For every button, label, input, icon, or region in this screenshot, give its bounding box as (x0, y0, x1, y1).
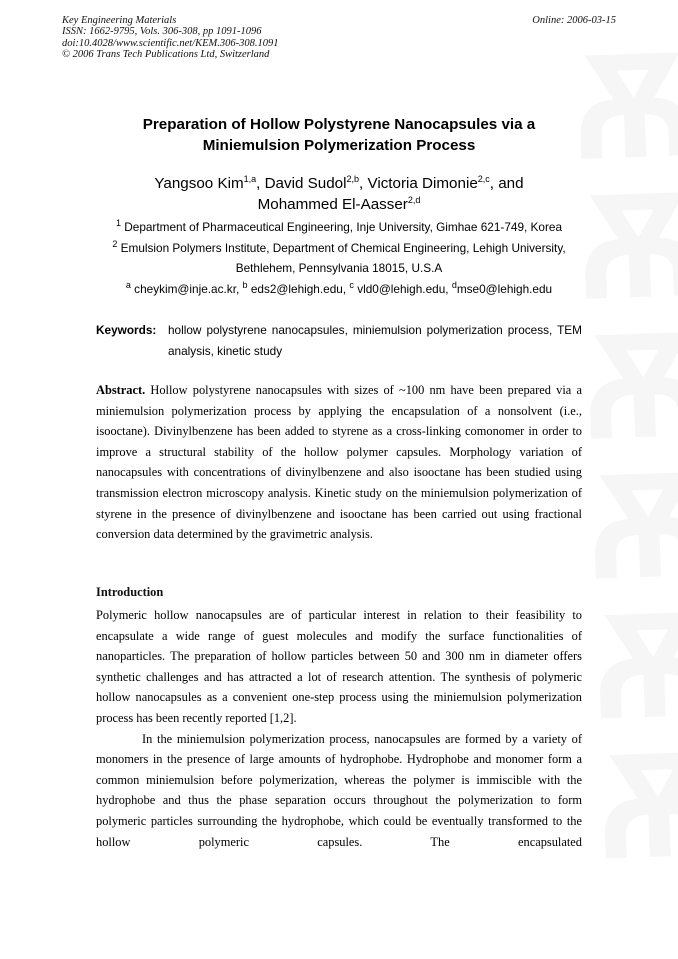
title-line-2: Miniemulsion Polymerization Process (202, 137, 476, 154)
email-address[interactable]: eds2@lehigh.edu (250, 281, 343, 296)
issn-line: ISSN: 1662-9795, Vols. 306-308, pp 1091-1096 (62, 26, 262, 38)
title-line-1: Preparation of Hollow Polystyrene Nanocapsules via a (142, 116, 536, 133)
author-sup: 2,b (346, 173, 360, 184)
email-line: $^a$ cheykim@inje.ac.kr, $^b$ eds2@lehigh.edu, $^c$ vld0@lehigh.edu, $^d$mse0@lehigh.edu (125, 279, 553, 296)
email-address[interactable]: vld0@lehigh.edu (357, 281, 446, 296)
email-address[interactable]: cheykim@inje.ac.kr (134, 281, 236, 296)
affiliation-1 (90, 217, 588, 238)
author-sup: 1,a (243, 173, 257, 184)
affiliation-2 (90, 238, 588, 259)
introduction (96, 605, 582, 852)
paper-title (96, 114, 582, 156)
affiliation-sup: 2 (112, 238, 118, 249)
keywords (96, 320, 582, 361)
email-address[interactable]: mse0@lehigh.edu (456, 281, 553, 296)
email-sup: c (349, 279, 354, 290)
keywords-label: Keywords: (96, 323, 157, 337)
affiliation-2-cont: Bethlehem, Pennsylvania 18015, U.S.A (235, 261, 443, 276)
author-sup: 2,d (407, 194, 421, 205)
affiliations (90, 217, 588, 299)
doi-line: doi:10.4028/www.scientific.net/KEM.306-308.1091 (62, 37, 279, 49)
online-date: Online: 2006-03-15 (532, 15, 616, 26)
intro-paragraph-1: Polymeric hollow nanocapsules are of particular interest in relation to their feasibility to encapsulate a wide range of guest molecules and modify the surface functionalities of nanoparticles. The preparation of hollow particles between 50 and 300 nm in diameter offers synthetic challenges and has attracted a lot of research attention. The synthesis of polymeric hollow nanocapsules as a convenient one-step process using the miniemulsion polymerization process has been recently reported [1,2]. (96, 608, 582, 725)
author-sup: 2,c (477, 173, 490, 184)
email-sup: a (125, 279, 131, 290)
email-sup: d (451, 279, 457, 290)
affiliation-text: Emulsion Polymers Institute, Department of Chemical Engineering, Lehigh University, (120, 240, 566, 255)
author-list: Yangsoo Kim$^{1,a}$, David Sudol$^{2,b}$, Victoria Dimonie$^{2,c}$, and Mohammed El-Aasser$^{2,d}$ (154, 173, 524, 213)
intro-paragraph-2: In the miniemulsion polymerization process, nanocapsules are formed by a variety of monomers in the presence of large amounts of hydrophobe. Hydrophobe and monomer form a common miniemulsion before polymerization, whereas the polymer is immiscible with the hydrophobe and thus the phase separation occurs throughout the polymerization to form polymeric particles surrounding the hydrophobe, which could be eventually transformed to the hollow polymeric capsules. The encapsulated (96, 731, 582, 849)
affiliation-text: Department of Pharmaceutical Engineering, Inje University, Gimhae 621-749, Korea (124, 220, 563, 234)
keywords-text: hollow polystyrene nanocapsules, miniemulsion polymerization process, TEM analysis, kinetic study (168, 323, 582, 358)
author-conjunction: and (498, 175, 524, 192)
abstract-label: Abstract. (96, 383, 146, 397)
copyright-line: © 2006 Trans Tech Publications Ltd, Switzerland (62, 49, 270, 61)
author-name: Victoria Dimonie (367, 175, 478, 192)
abstract (96, 380, 582, 545)
abstract-text: Hollow polystyrene nanocapsules with sizes of ~100 nm have been prepared via a miniemulsion polymerization process by applying the encapsulation of a nonsolvent (i.e., isooctane). Divinylbenzene has been added to styrene as a cross-linking comonomer in order to improve a structural stability of the hollow polymer capsules. Morphology variation of nanocapsules with concentrations of divinylbenzene and also isooctane has been studied using transmission electron microscopy analysis. Kinetic study on the miniemulsion polymerization of styrene in the presence of divinylbenzene and isooctane has been carried out using fractional conversion data determined by the gravimetric analysis. (96, 383, 582, 542)
journal-name: Key Engineering Materials (62, 15, 177, 26)
email-sup: b (242, 279, 248, 290)
author-name: Yangsoo Kim (154, 175, 244, 192)
author-name: Mohammed El-Aasser (257, 195, 408, 213)
intro-heading: Introduction (96, 585, 164, 599)
affiliation-sup: 1 (115, 218, 121, 229)
journal-header (62, 15, 616, 61)
author-name: David Sudol (264, 175, 347, 192)
